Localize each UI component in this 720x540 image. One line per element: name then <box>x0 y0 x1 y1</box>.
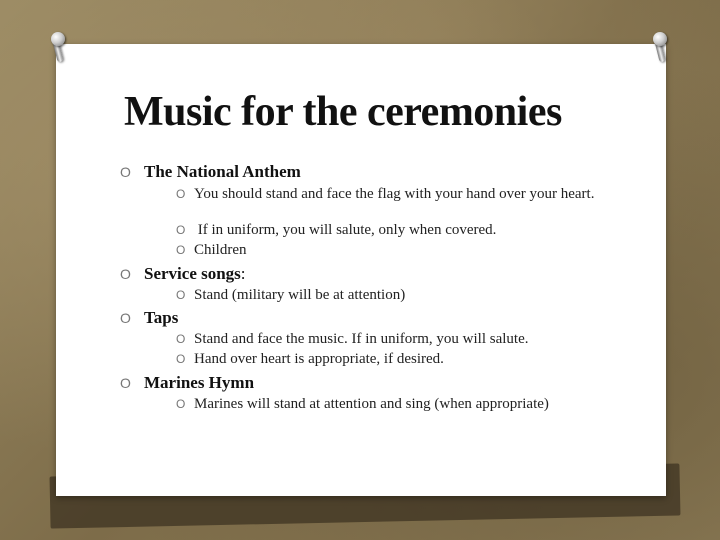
item-text: Marines will stand at attention and sing (when appropriate) <box>194 396 549 412</box>
item-text: Stand and face the music. If in uniform, you will salute. <box>194 331 529 347</box>
item-text: Stand (military will be at attention) <box>194 287 406 303</box>
slide-title: Music for the ceremonies <box>124 89 562 135</box>
bullet-icon: O <box>176 332 186 346</box>
bullet-icon: O <box>176 187 186 201</box>
item-text: If in uniform, you will salute, only when covered. <box>194 222 497 238</box>
section-heading <box>120 373 254 393</box>
bullet-icon: O <box>176 288 186 302</box>
list-item <box>176 186 596 203</box>
heading-suffix: : <box>240 264 246 283</box>
bullet-icon: O <box>176 243 186 257</box>
section-heading <box>120 162 301 182</box>
list-item <box>176 287 596 304</box>
bullet-icon: O <box>176 223 186 237</box>
item-text: Children <box>194 242 247 258</box>
list-item <box>176 222 596 239</box>
heading-text: Service songs <box>144 264 241 283</box>
bullet-icon: O <box>120 266 131 282</box>
bullet-icon: O <box>120 375 131 391</box>
bullet-icon: O <box>176 352 186 366</box>
list-item <box>176 331 596 348</box>
list-item <box>176 351 596 368</box>
section-heading <box>120 264 246 284</box>
heading-text: The National Anthem <box>144 162 301 181</box>
heading-text: Taps <box>144 308 179 327</box>
item-text: You should stand and face the flag with your hand over your heart. <box>194 186 595 202</box>
list-item <box>176 242 596 259</box>
bullet-icon: O <box>120 164 131 180</box>
section-heading <box>120 308 178 328</box>
list-item <box>176 396 596 413</box>
item-text: Hand over heart is appropriate, if desired. <box>194 351 444 367</box>
bullet-icon: O <box>120 310 131 326</box>
bullet-icon: O <box>176 397 186 411</box>
heading-text: Marines Hymn <box>144 373 255 392</box>
